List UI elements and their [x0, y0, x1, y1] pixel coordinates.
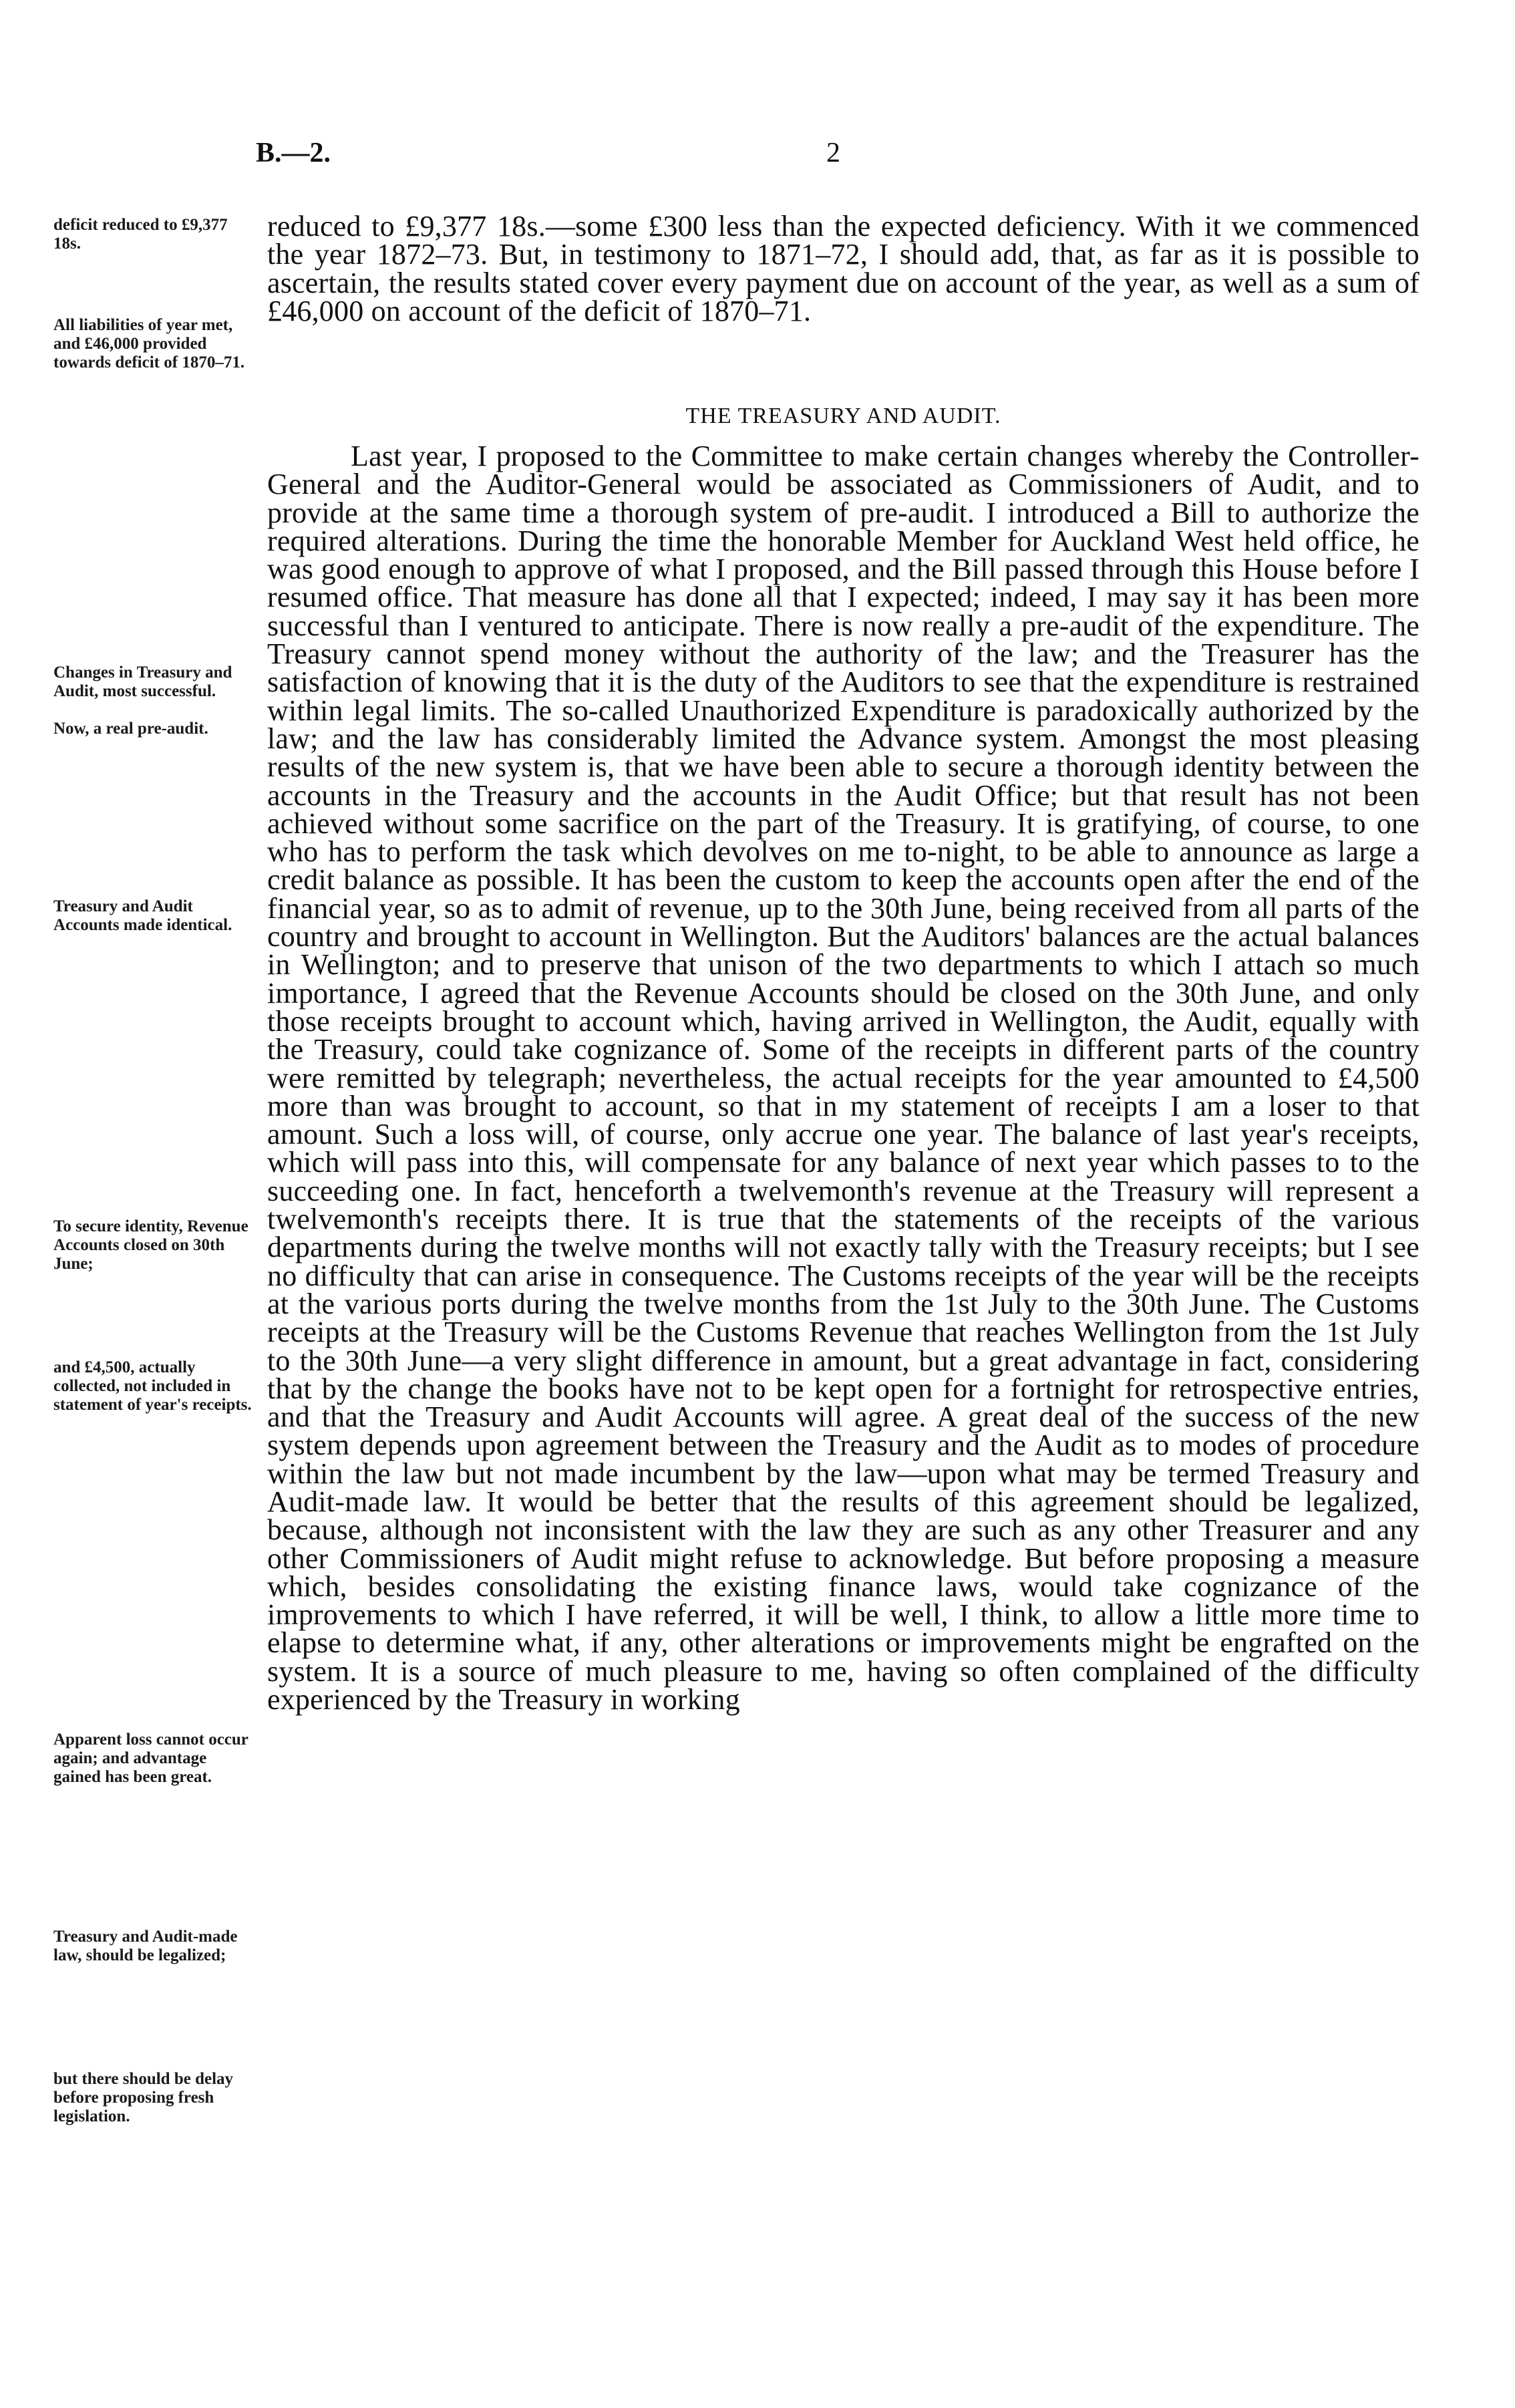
margin-note-pre-audit: Now, a real pre-audit.: [53, 720, 208, 738]
margin-note-deficit: deficit reduced to £9,377 18s.: [53, 216, 228, 253]
margin-note-delay: but there should be delay before proposing fresh legislation.: [53, 2070, 234, 2125]
margin-note-4500-collected: and £4,500, actually collected, not included in statement of year's receipts.: [53, 1358, 252, 1414]
main-paragraph: [267, 442, 1419, 1714]
section-heading: THE TREASURY AND AUDIT.: [685, 404, 1001, 428]
margin-note-identical-accounts: Treasury and Audit Accounts made identical.: [53, 897, 232, 934]
margin-note-revenue-closed: To secure identity, Revenue Accounts closed on 30th June;: [53, 1217, 248, 1273]
intro-paragraph: [267, 212, 1419, 325]
main-paragraph-text: Last year, I proposed to the Committee to make certain changes whereby the Controller-General and the Auditor-General would be associated as Commissioners of Audit, and to provide at the same time a thorough system of pre-audit. I introduced a Bill to authorize the required alterations. During the time the honorable Member for Auckland West held office, he was good enough to approve of what I proposed, and the Bill passed through this House before I resumed office. That measure has done all that I expected; indeed, I may say it has been more successful than I ventured to anticipate. There is now really a pre-audit of the expenditure. The Treasury cannot spend money without the authority of the law; and the Treasurer has the satisfaction of knowing that it is the duty of the Auditors to see that the expenditure is restrained within legal limits. The so-called Unauthorized Expenditure is paradoxically authorized by the law; and the law has considerably limited the Advance system. Amongst the most pleasing results of the new system is, that we have been able to secure a thorough identity between the accounts in the Treasury and the accounts in the Audit Office; but that result has not been achieved without some sacrifice on the part of the Treasury. It is gratifying, of course, to one who has to perform the task which devolves on me to-night, to be able to announce as large a credit balance as possible. It has been the custom to keep the accounts open after the end of the financial year, so as to admit of revenue, up to the 30th June, being received from all parts of the country and brought to account in Wellington. But the Auditors' balances are the actual balances in Wellington; and to preserve that unison of the two departments to which I attach so much importance, I agreed that the Revenue Accounts should be closed on the 30th June, and only those receipts brought to account which, having arrived in Wellington, the Audit, equally with the Treasury, could take cognizance of. Some of the receipts in different parts of the country were remitted by telegraph; nevertheless, the actual receipts for the year amounted to £4,500 more than was brought to account, so that in my statement of receipts I am a loser to that amount. Such a loss will, of course, only accrue one year. The balance of last year's receipts, which will pass into this, will compensate for any balance of next year which passes to to the succeeding one. In fact, henceforth a twelvemonth's revenue at the Treasury will represent a twelvemonth's receipts there. It is true that the statements of the receipts of the various departments during the twelve months will not exactly tally with the Treasury receipts; but I see no difficulty that can arise in consequence. The Customs receipts of the year will be the receipts at the various ports during the twelve months from the 1st July to the 30th June. The Customs receipts at the Treasury will be the Customs Revenue that reaches Wellington from the 1st July to the 30th June—a very slight difference in amount, but a great advantage in fact, considering that by the change the books have not to be kept open for a fortnight for retrospective entries, and that the Treasury and Audit Accounts will agree. A great deal of the success of the new system depends upon agreement between the Treasury and the Audit as to modes of procedure within the law but not made incumbent by the law—upon what may be termed Treasury and Audit-made law. It would be better that the results of this agreement should be legalized, because, although not inconsistent with the law they are such as any other Treasurer and any other Commissioners of Audit might refuse to acknowledge. But before proposing a measure which, besides consolidating the existing finance laws, would take cognizance of the improvements to which I have referred, it will be well, I think, to allow a little more time to elapse to determine what, if any, other alterations or improvements might be engrafted on the system. It is a source of much pleasure to me, having so often complained of the difficulty experienced by the Treasury in working: [267, 440, 1419, 1716]
intro-paragraph-text: reduced to £9,377 18s.—some £300 less than the expected deficiency. With it we commenced the year 1872–73. But, in testimony to 1871–72, I should add, that, as far as it is possible to ascertain, the results stated cover every payment due on account of the year, as well as a sum of £46,000 on account of the deficit of 1870–71.: [267, 210, 1419, 327]
document-reference: B.—2.: [256, 138, 331, 168]
margin-note-legalized: Treasury and Audit-made law, should be legalized;: [53, 1928, 238, 1964]
margin-note-liabilities: All liabilities of year met, and £46,000 provided towards deficit of 1870–71.: [53, 316, 245, 371]
margin-note-changes: Changes in Treasury and Audit, most successful.: [53, 663, 232, 700]
page-number: 2: [826, 138, 840, 168]
margin-note-apparent-loss: Apparent loss cannot occur again; and advantage gained has been great.: [53, 1730, 248, 1786]
